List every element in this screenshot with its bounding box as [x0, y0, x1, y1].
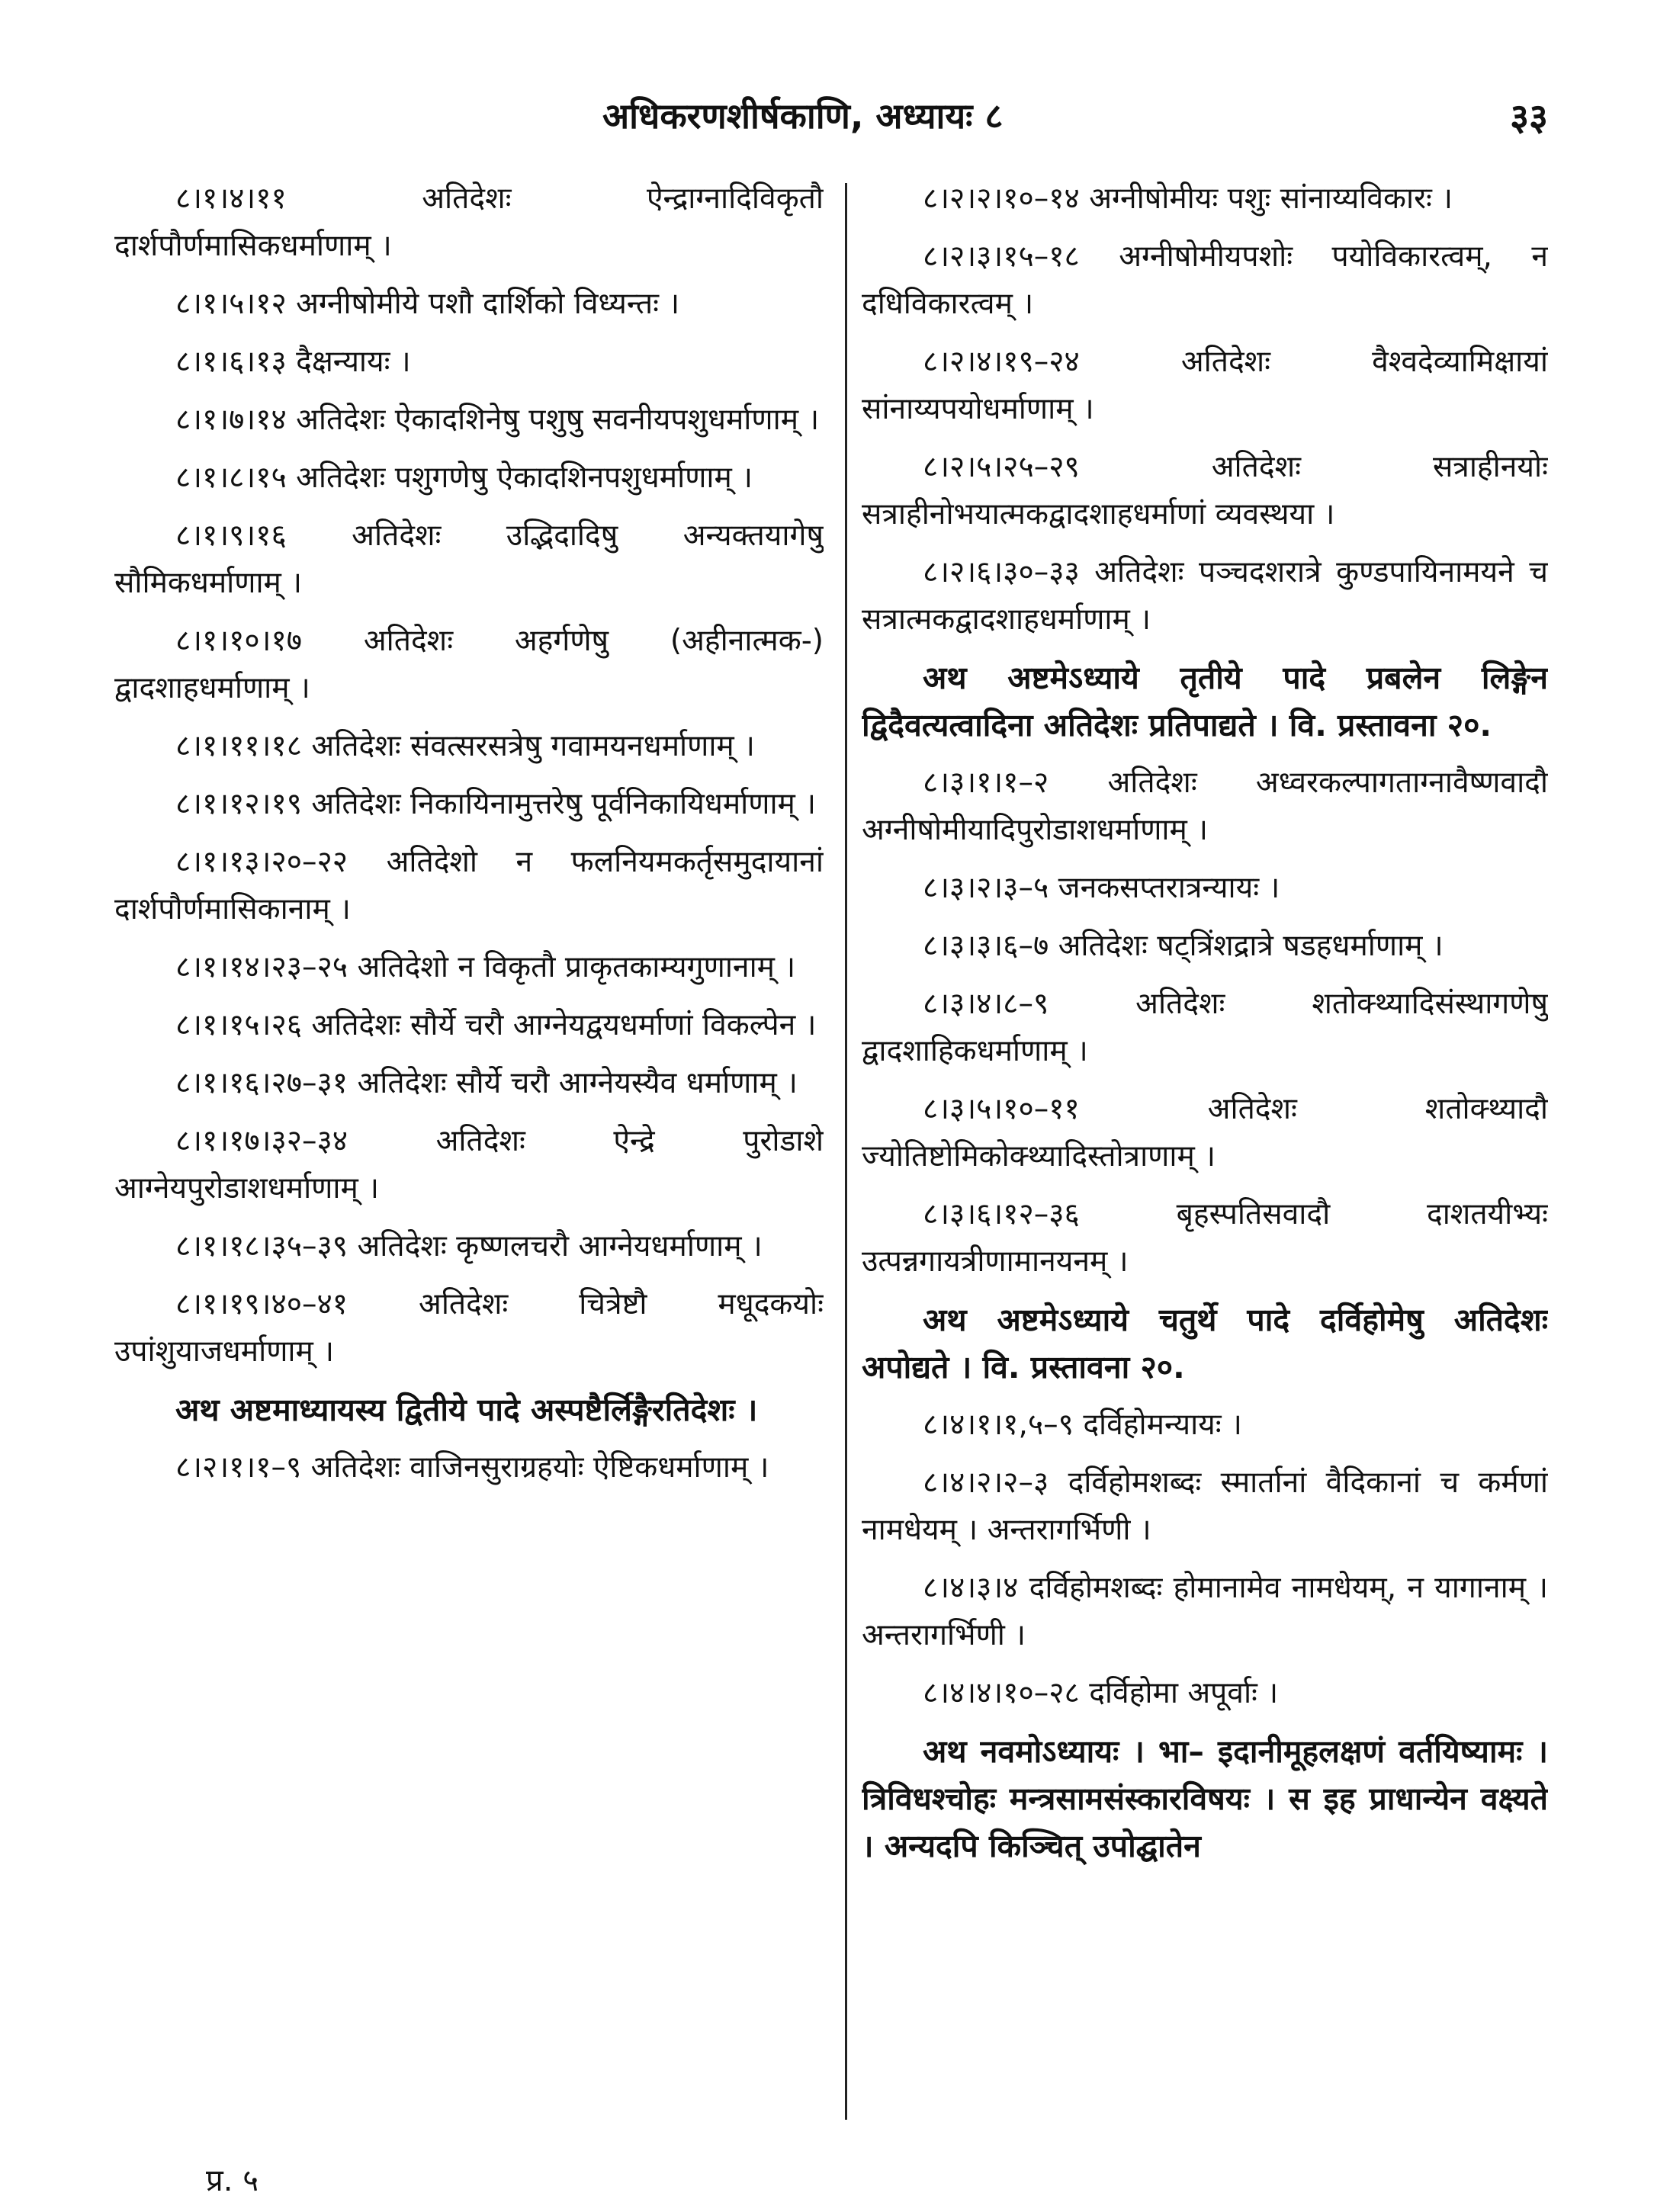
entry: ८।१।१५।२६ अतिदेशः सौर्ये चरौ आग्नेयद्वयधर्माणां विकल्पेन । — [175, 1008, 817, 1042]
entry: ८।१।१२।१९ अतिदेशः निकायिनामुत्तरेषु पूर्वनिकायिधर्माणाम् । — [175, 787, 817, 821]
page-number: ३३ — [1510, 96, 1548, 139]
entry: ८।१।११।१८ अतिदेशः संवत्सरसत्रेषु गवामयनधर्माणाम् । — [175, 729, 755, 763]
entry: ८।१।१७।३२–३४ अतिदेशः ऐन्द्रे पुरोडाशे आग्नेयपुरोडाशधर्माणाम् । — [114, 1124, 824, 1206]
entry: ८।३।५।१०–११ अतिदेशः शतोक्थ्यादौ ज्योतिष्टोमिकोक्थ्यादिस्तोत्राणाम् । — [862, 1092, 1548, 1173]
entry: ८।१।१६।२७–३१ अतिदेशः सौर्ये चरौ आग्नेयस्यैव धर्माणाम् । — [175, 1066, 798, 1100]
entry: ८।२।४।१९–२४ अतिदेशः वैश्वदेव्यामिक्षायां सांनाय्यपयोधर्माणाम् । — [862, 345, 1548, 426]
entry: ८।४।४।१०–२८ दर्विहोमा अपूर्वाः । — [923, 1676, 1279, 1710]
entry: ८।१।१३।२०–२२ अतिदेशो न फलनियमकर्तृसमुदायानां दार्शपौर्णमासिकानाम् । — [114, 845, 824, 926]
entry: ८।३।२।३–५ जनकसप्तरात्रन्यायः । — [923, 871, 1280, 905]
section-heading: अथ अष्टमाध्यायस्य द्वितीये पादे अस्पष्टैर्लिङ्गैरतिदेशः । — [175, 1392, 758, 1428]
entry: ८।३।४।८–९ अतिदेशः शतोक्थ्यादिसंस्थागणेषु द्वादशाहिकधर्माणाम् । — [862, 987, 1548, 1068]
entry: ८।१।४।११ अतिदेशः ऐन्द्राग्नादिविकृतौ दार्शपौर्णमासिकधर्माणाम् । — [114, 181, 824, 263]
left-column — [114, 175, 824, 2158]
right-column — [862, 175, 1548, 2158]
entry: ८।४।३।४ दर्विहोमशब्दः होमानामेव नामधेयम्, न यागानाम् । अन्तरागर्भिणी । — [862, 1571, 1548, 1652]
entry: ८।१।७।१४ अतिदेशः ऐकादशिनेषु पशुषु सवनीयपशुधर्माणाम् । — [175, 403, 820, 437]
entry: ८।२।६।३०–३३ अतिदेशः पञ्चदशरात्रे कुण्डपायिनामयने च सत्रात्मकद्वादशाहधर्माणाम् । — [862, 555, 1548, 637]
entry: ८।१।८।१५ अतिदेशः पशुगणेषु ऐकादशिनपशुधर्माणाम् । — [175, 461, 753, 495]
entry: ८।२।१।१–९ अतिदेशः वाजिनसुराग्रहयोः ऐष्टिकधर्माणाम् । — [175, 1450, 769, 1485]
section-heading: अथ अष्टमेऽध्याये चतुर्थे पादे दर्विहोमेषु अतिदेशः अपोद्यते । वि. प्रस्तावना २०. — [862, 1302, 1548, 1385]
entry: ८।२।३।१५–१८ अग्नीषोमीयपशोः पयोविकारत्वम्, न दधिविकारत्वम् । — [862, 239, 1548, 321]
entry: ८।४।२।२–३ दर्विहोमशब्दः स्मार्तानां वैदिकानां च कर्मणां नामधेयम् । अन्तरागर्भिणी । — [862, 1466, 1548, 1547]
entry: ८।१।६।१३ दैक्षन्यायः । — [175, 345, 411, 379]
entry: ८।१।९।१६ अतिदेशः उद्भिदादिषु अन्यक्तयागेषु सौमिकधर्माणाम् । — [114, 518, 824, 600]
entry: ८।३।३।६–७ अतिदेशः षट्त्रिंशद्रात्रे षडहधर्माणाम् । — [923, 929, 1444, 963]
section-heading: अथ नवमोऽध्यायः । भा– इदानीमूहलक्षणं वर्तयिष्यामः । त्रिविधश्चोहः मन्त्रसामसंस्कारविषयः । स इह प्राधान्येन वक्ष्यते । अन्यदपि किञ्चित् उपोद्घातेन — [862, 1733, 1548, 1864]
page-header — [114, 91, 1548, 152]
section-heading: अथ अष्टमेऽध्याये तृतीये पादे प्रबलेन लिङ्गेन द्विदैवत्यत्वादिना अतिदेशः प्रतिपाद्यते । वि. प्रस्तावना २०. — [862, 660, 1548, 743]
signature-mark: प्र. ५ — [206, 2163, 259, 2198]
entry: ८।२।५।२५–२९ अतिदेशः सत्राहीनयोः सत्राहीनोभयात्मकद्वादशाहधर्माणां व्यवस्थया । — [862, 450, 1548, 531]
entry: ८।४।१।१,५–९ दर्विहोमन्यायः । — [923, 1408, 1242, 1442]
entry: ८।२।२।१०–१४ अग्नीषोमीयः पशुः सांनाय्यविकारः । — [923, 181, 1453, 216]
entry: ८।१।१४।२३–२५ अतिदेशो न विकृतौ प्राकृतकाम्यगुणानाम् । — [175, 950, 796, 984]
entry: ८।१।१८।३५–३९ अतिदेशः कृष्णलचरौ आग्नेयधर्माणाम् । — [175, 1229, 763, 1263]
running-title: अधिकरणशीर्षकाणि, अध्यायः ८ — [602, 95, 1004, 136]
entry: ८।१।१९।४०–४१ अतिदेशः चित्रेष्टौ मधूदकयोः उपांशुयाजधर्माणाम् । — [114, 1287, 824, 1369]
column-divider — [845, 183, 847, 2120]
entry: ८।३।६।१२–३६ बृहस्पतिसवादौ दाशतयीभ्यः उत्पन्नगायत्रीणामानयनम् । — [862, 1197, 1548, 1279]
entry: ८।१।५।१२ अग्नीषोमीये पशौ दार्शिको विध्यन्तः । — [175, 287, 680, 321]
entry: ८।३।१।१–२ अतिदेशः अध्वरकल्पागताग्नावैष्णवादौ अग्नीषोमीयादिपुरोडाशधर्माणाम् । — [862, 766, 1548, 847]
entry: ८।१।१०।१७ अतिदेशः अहर्गणेषु (अहीनात्मक-) द्वादशाहधर्माणाम् । — [114, 624, 824, 705]
